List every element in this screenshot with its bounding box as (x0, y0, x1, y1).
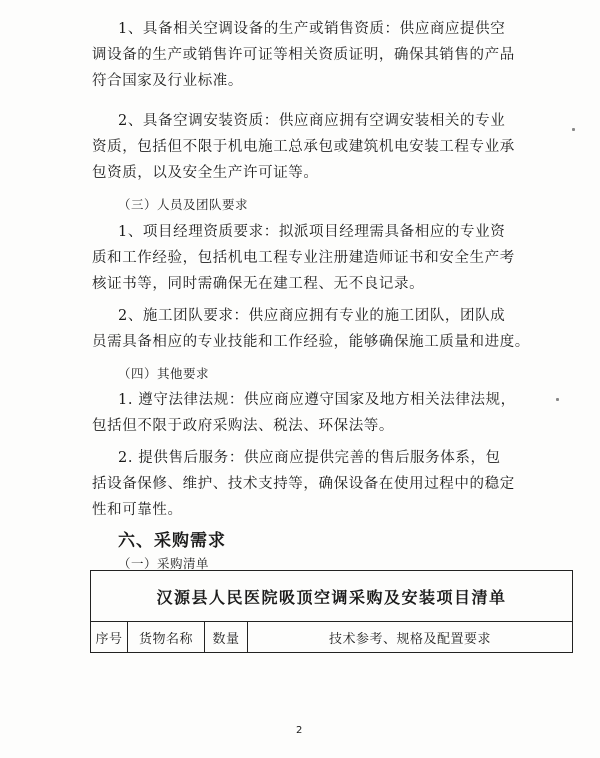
paragraph-line: 调设备的生产或销售许可证等相关资质证明，确保其销售的产品 (92, 47, 515, 63)
header-cell-spec: 技术参考、规格及配置要求 (248, 622, 573, 653)
paragraph-line: 包括但不限于政府采购法、税法、环保法等。 (92, 418, 394, 434)
paragraph-line: 2. 提供售后服务：供应商应提供完善的售后服务体系，包 (118, 450, 501, 466)
subheading-other: （四）其他要求 (118, 366, 210, 381)
header-cell-name: 货物名称 (128, 622, 205, 653)
page-number: 2 (296, 725, 303, 736)
paragraph-line: 性和可靠性。 (92, 502, 183, 518)
table-title: 汉源县人民医院吸顶空调采购及安装项目清单 (91, 571, 573, 622)
scan-speck (556, 398, 559, 401)
section-title: 六、采购需求 (118, 531, 226, 551)
paragraph-line: 1、项目经理资质要求：拟派项目经理需具备相应的专业资 (118, 224, 506, 240)
table-header-row (91, 622, 573, 653)
procurement-table (90, 570, 573, 653)
paragraph-line: 2、施工团队要求：供应商应拥有专业的施工团队，团队成 (118, 308, 506, 324)
header-cell-quantity: 数量 (205, 622, 248, 653)
paragraph-line: 资质，包括但不限于机电施工总承包或建筑机电安装工程专业承 (92, 139, 515, 155)
paragraph-line: 1、具备相关空调设备的生产或销售资质：供应商应提供空 (118, 21, 506, 37)
paragraph-line: 员需具备相应的专业技能和工作经验，能够确保施工质量和进度。 (92, 334, 530, 350)
paragraph-line: 符合国家及行业标准。 (92, 73, 243, 89)
header-cell-index: 序号 (91, 622, 128, 653)
paragraph-line: 2、具备空调安装资质：供应商应拥有空调安装相关的专业 (118, 113, 506, 129)
scan-speck (572, 128, 575, 131)
paragraph-line: 括设备保修、维护、技术支持等，确保设备在使用过程中的稳定 (92, 476, 515, 492)
procurement-list-label: （一）采购清单 (118, 556, 210, 571)
paragraph-line: 核证书等，同时需确保无在建工程、无不良记录。 (92, 276, 425, 292)
paragraph-line: 1. 遵守法律法规：供应商应遵守国家及地方相关法律法规， (118, 392, 516, 408)
paragraph-line: 质和工作经验，包括机电工程专业注册建造师证书和安全生产考 (92, 250, 515, 266)
paragraph-line: 包资质，以及安全生产许可证等。 (92, 165, 319, 181)
subheading-personnel: （三）人员及团队要求 (118, 197, 249, 212)
